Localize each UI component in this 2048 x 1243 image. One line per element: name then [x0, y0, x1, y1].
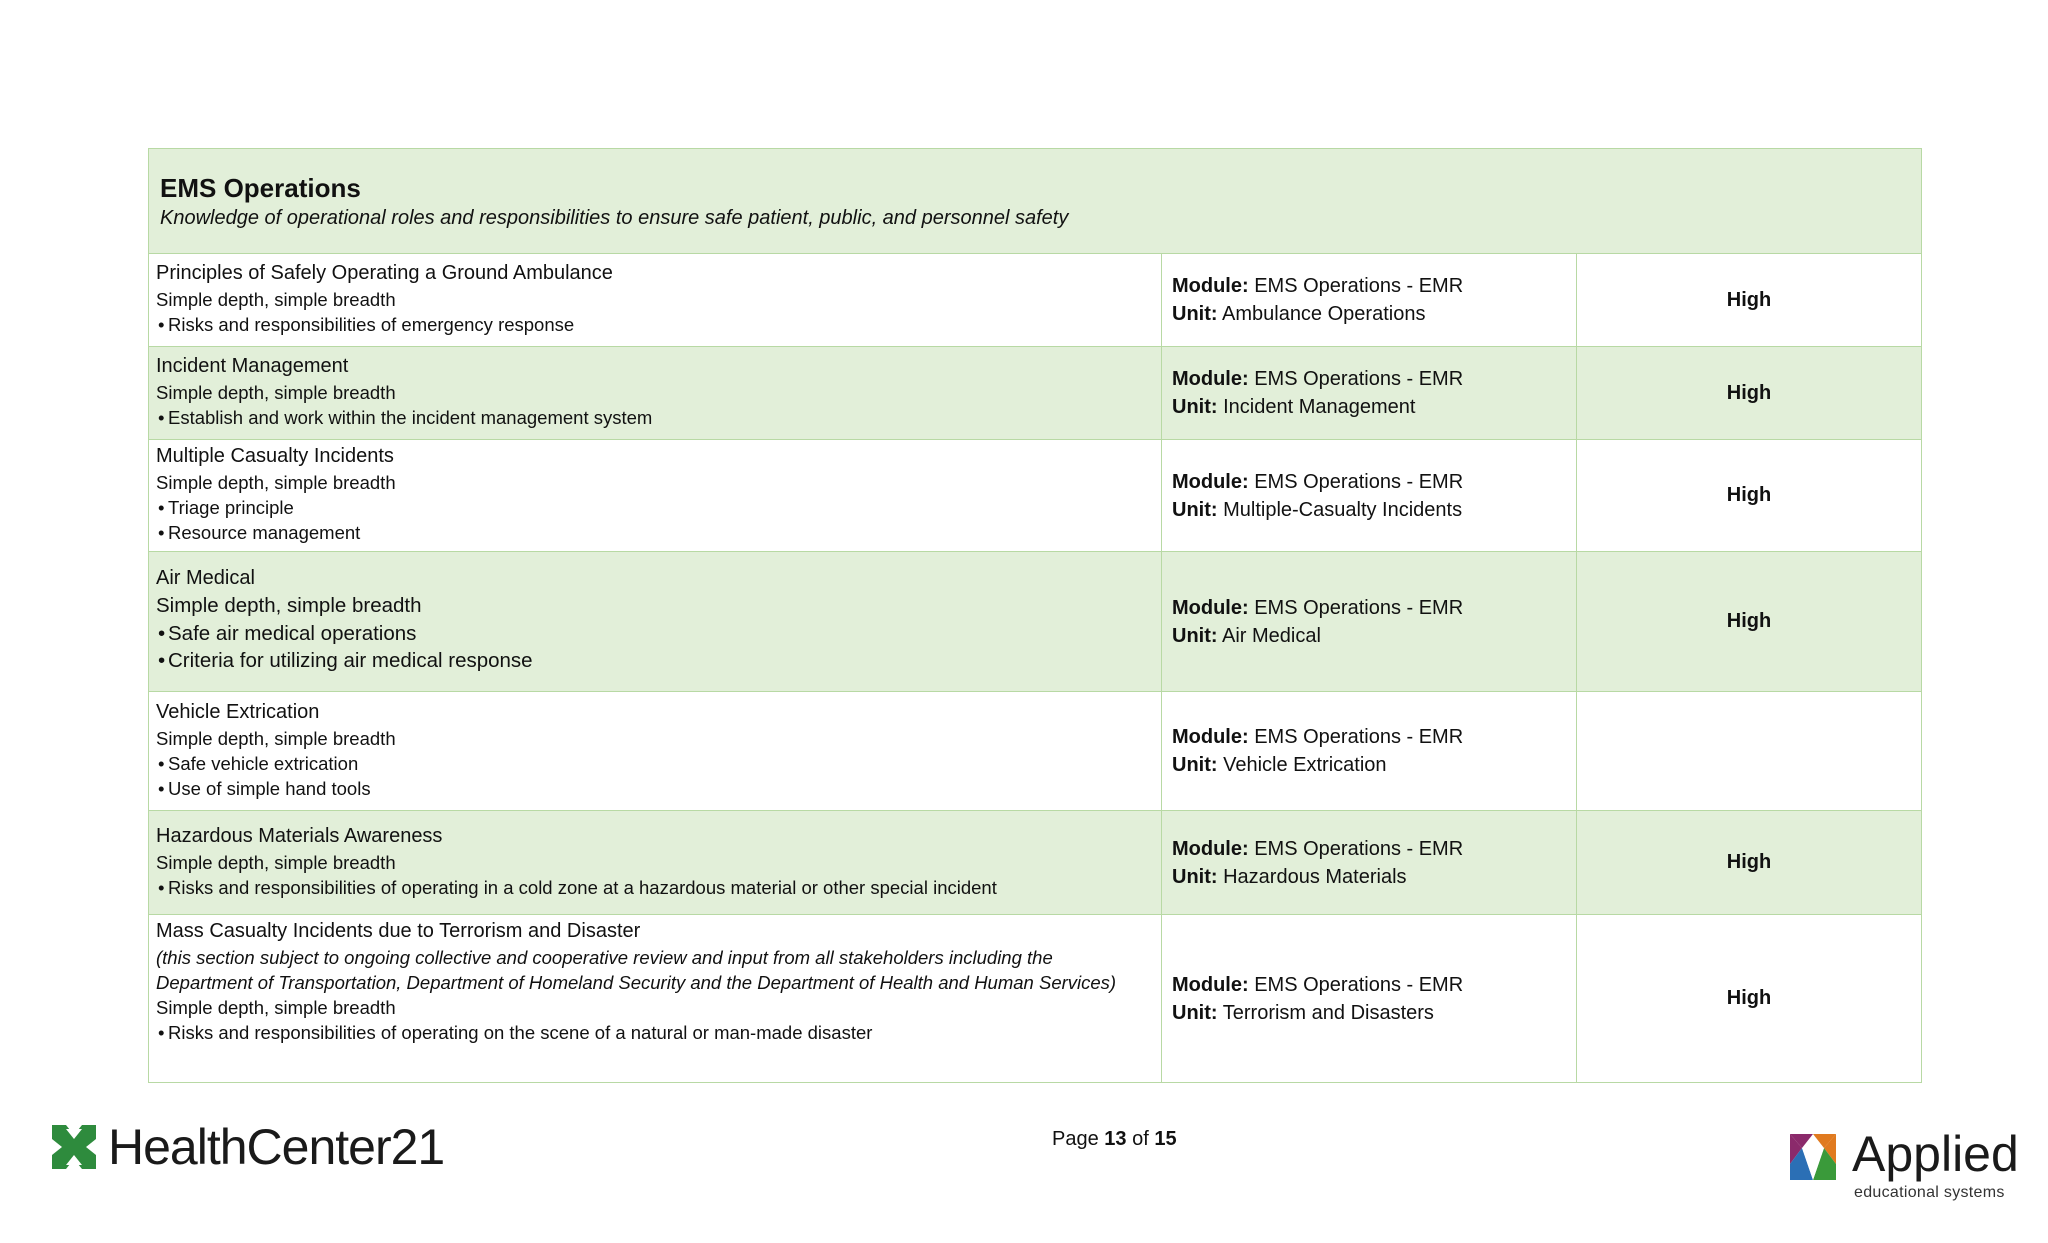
healthcenter21-logo [52, 1119, 445, 1175]
bullet-item: • Resource management [156, 520, 1153, 545]
module-label: Module: [1172, 973, 1249, 996]
module-value: EMS Operations - EMR [1254, 368, 1464, 390]
hourglass-x-icon [52, 1125, 96, 1169]
topic-depth: Simple depth, simple breadth [156, 289, 396, 310]
unit-label: Unit: [1172, 396, 1218, 418]
table-row [149, 347, 1922, 440]
rating-cell: High [1577, 811, 1922, 915]
rating-cell: High [1577, 552, 1922, 692]
module-cell [1162, 347, 1577, 440]
bullet-item: • Criteria for utilizing air medical response [156, 647, 1153, 675]
four-color-triangles-icon [1790, 1134, 1836, 1180]
table-row [149, 915, 1922, 1083]
bullet-list [156, 312, 1153, 337]
topic-cell [149, 440, 1162, 552]
module-value: EMS Operations - EMR [1254, 837, 1464, 860]
rating-cell: High [1577, 347, 1922, 440]
module-label: Module: [1172, 837, 1249, 860]
topic-title: Multiple Casualty Incidents [156, 445, 394, 467]
unit-label: Unit: [1172, 498, 1218, 521]
topic-depth: Simple depth, simple breadth [156, 382, 396, 403]
module-cell [1162, 254, 1577, 347]
table-row [149, 440, 1922, 552]
page-number [1052, 1128, 1177, 1151]
section-header-row [149, 149, 1922, 254]
rating-cell [1577, 692, 1922, 811]
topic-depth: Simple depth, simple breadth [156, 851, 396, 873]
module-label: Module: [1172, 726, 1249, 748]
page-total: 15 [1154, 1128, 1177, 1150]
unit-label: Unit: [1172, 303, 1218, 325]
page-prefix: Page [1052, 1128, 1099, 1150]
module-cell [1162, 552, 1577, 692]
module-cell [1162, 915, 1577, 1083]
module-value: EMS Operations - EMR [1254, 596, 1464, 619]
topic-cell [149, 552, 1162, 692]
unit-label: Unit: [1172, 754, 1218, 776]
bullet-item: • Risks and responsibilities of operating on the scene of a natural or man-made disaster [156, 1020, 1153, 1045]
bullet-list [156, 620, 1153, 675]
module-value: EMS Operations - EMR [1254, 470, 1464, 493]
topic-cell [149, 254, 1162, 347]
bullet-list [156, 405, 1153, 430]
unit-value: Hazardous Materials [1223, 865, 1407, 888]
table-row [149, 552, 1922, 692]
module-value: EMS Operations - EMR [1254, 275, 1464, 297]
bullet-item: • Risks and responsibilities of emergency response [156, 312, 1153, 337]
section-header-cell [149, 149, 1922, 254]
unit-value: Air Medical [1222, 624, 1321, 647]
unit-label: Unit: [1172, 624, 1218, 647]
topic-cell [149, 915, 1162, 1083]
page-current: 13 [1104, 1128, 1127, 1150]
table-row [149, 811, 1922, 915]
section-title: EMS Operations [160, 173, 361, 203]
topic-cell [149, 811, 1162, 915]
topic-title: Hazardous Materials Awareness [156, 824, 443, 847]
bullet-list [156, 875, 1153, 900]
module-cell [1162, 440, 1577, 552]
unit-value: Incident Management [1223, 396, 1416, 418]
unit-value: Terrorism and Disasters [1222, 1001, 1434, 1024]
module-cell [1162, 692, 1577, 811]
ems-operations-table [148, 148, 1922, 1083]
module-label: Module: [1172, 275, 1249, 297]
applied-tagline: educational systems [1854, 1184, 2005, 1201]
rating-cell: High [1577, 440, 1922, 552]
module-value: EMS Operations - EMR [1254, 973, 1464, 996]
module-label: Module: [1172, 596, 1249, 619]
topic-depth: Simple depth, simple breadth [156, 997, 396, 1018]
table-row [149, 692, 1922, 811]
bullet-item: • Triage principle [156, 495, 1153, 520]
bullet-list [156, 751, 1153, 801]
bullet-list [156, 1020, 1153, 1045]
applied-wordmark: Applied [1852, 1126, 2019, 1182]
unit-label: Unit: [1172, 865, 1218, 888]
bullet-item: • Use of simple hand tools [156, 776, 1153, 801]
topic-depth: Simple depth, simple breadth [156, 727, 396, 749]
rating-cell: High [1577, 915, 1922, 1083]
topic-cell [149, 347, 1162, 440]
topic-cell [149, 692, 1162, 811]
unit-value: Multiple-Casualty Incidents [1223, 498, 1463, 521]
unit-label: Unit: [1172, 1001, 1218, 1024]
bullet-item: • Safe vehicle extrication [156, 751, 1153, 776]
table-row [149, 254, 1922, 347]
topic-depth: Simple depth, simple breadth [156, 594, 422, 618]
rating-cell: High [1577, 254, 1922, 347]
bullet-item: • Risks and responsibilities of operating in a cold zone at a hazardous material or other special incident [156, 875, 1153, 900]
topic-title: Air Medical [156, 567, 255, 590]
unit-value: Ambulance Operations [1222, 303, 1426, 325]
bullet-item: • Safe air medical operations [156, 620, 1153, 648]
topic-title: Incident Management [156, 355, 349, 377]
bullet-list [156, 495, 1153, 545]
topic-title: Vehicle Extrication [156, 700, 320, 723]
module-label: Module: [1172, 470, 1249, 493]
module-label: Module: [1172, 368, 1249, 390]
topic-title: Principles of Safely Operating a Ground Ambulance [156, 262, 613, 284]
topic-depth: Simple depth, simple breadth [156, 472, 396, 493]
module-cell [1162, 811, 1577, 915]
page-of: of [1132, 1128, 1149, 1150]
topic-title: Mass Casualty Incidents due to Terrorism and Disaster [156, 920, 641, 942]
unit-value: Vehicle Extrication [1223, 754, 1387, 776]
section-subtitle: Knowledge of operational roles and responsibilities to ensure safe patient, public, and personnel safety [160, 207, 1069, 229]
bullet-item: • Establish and work within the incident management system [156, 405, 1153, 430]
healthcenter21-wordmark: HealthCenter21 [108, 1119, 445, 1175]
topic-note: (this section subject to ongoing collective and cooperative review and input from all stakeholders including the Department of Transportation, Department of Homeland Security and the Department of Health and Human Services) [156, 947, 1117, 993]
applied-logo [1790, 1126, 2022, 1206]
module-value: EMS Operations - EMR [1254, 726, 1464, 748]
